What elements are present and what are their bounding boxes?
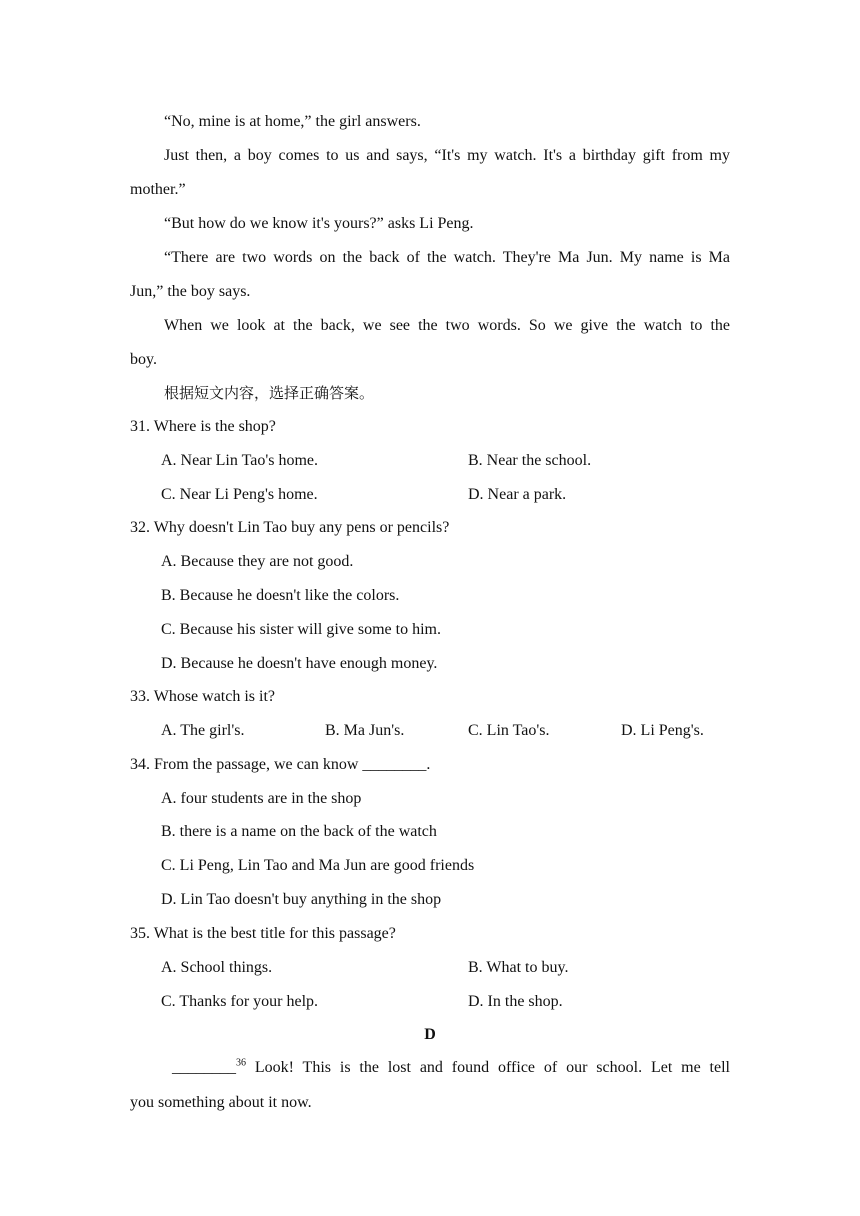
passage-line: Jun,” the boy says. [130,283,251,300]
passage-line: When we look at the back, we see the two words. So we give the watch to the [164,317,730,334]
option-c: C. Near Li Peng's home. [161,486,318,503]
option-c: C. Lin Tao's. [468,722,550,739]
section-heading: D [424,1026,436,1043]
option-c: C. Li Peng, Lin Tao and Ma Jun are good friends [161,857,475,874]
question-stem: 32. Why doesn't Lin Tao buy any pens or pencils? [130,519,450,536]
option-c: C. Because his sister will give some to him. [161,621,441,638]
option-a: A. The girl's. [161,722,245,739]
option-d: D. Near a park. [468,486,567,503]
option-d: D. In the shop. [468,993,563,1010]
blank-number: 36 [236,1057,246,1069]
option-d: D. Li Peng's. [621,722,704,739]
option-d: D. Lin Tao doesn't buy anything in the shop [161,891,442,908]
section-d-line: you something about it now. [130,1094,312,1111]
option-b: B. What to buy. [468,959,569,976]
instruction: 根据短文内容，选择正确答案。 [164,384,375,402]
option-a: A. Because they are not good. [161,553,354,570]
option-a: A. School things. [161,959,273,976]
passage-line: boy. [130,351,157,368]
section-d-first-line [172,1058,730,1078]
passage-line: “There are two words on the back of the watch. They're Ma Jun. My name is Ma [164,249,730,266]
question-stem: 34. From the passage, we can know ________. [130,756,431,773]
option-c: C. Thanks for your help. [161,993,319,1010]
question-stem: 31. Where is the shop? [130,418,276,435]
section-d-text: Look! This is the lost and found office of our school. Let me tell [246,1059,730,1076]
option-b: B. Near the school. [468,452,592,469]
question-stem: 33. Whose watch is it? [130,688,276,705]
option-b: B. Because he doesn't like the colors. [161,587,400,604]
passage-line: “But how do we know it's yours?” asks Li Peng. [164,215,474,232]
option-b: B. there is a name on the back of the watch [161,823,437,840]
passage-line: “No, mine is at home,” the girl answers. [164,113,421,130]
answer-blank: ________ [172,1059,236,1076]
passage-line: Just then, a boy comes to us and says, “It's my watch. It's a birthday gift from my [164,147,730,164]
question-stem: 35. What is the best title for this passage? [130,925,396,942]
option-a: A. Near Lin Tao's home. [161,452,318,469]
option-a: A. four students are in the shop [161,790,362,807]
passage-line: mother.” [130,181,186,198]
option-d: D. Because he doesn't have enough money. [161,655,438,672]
option-b: B. Ma Jun's. [325,722,405,739]
